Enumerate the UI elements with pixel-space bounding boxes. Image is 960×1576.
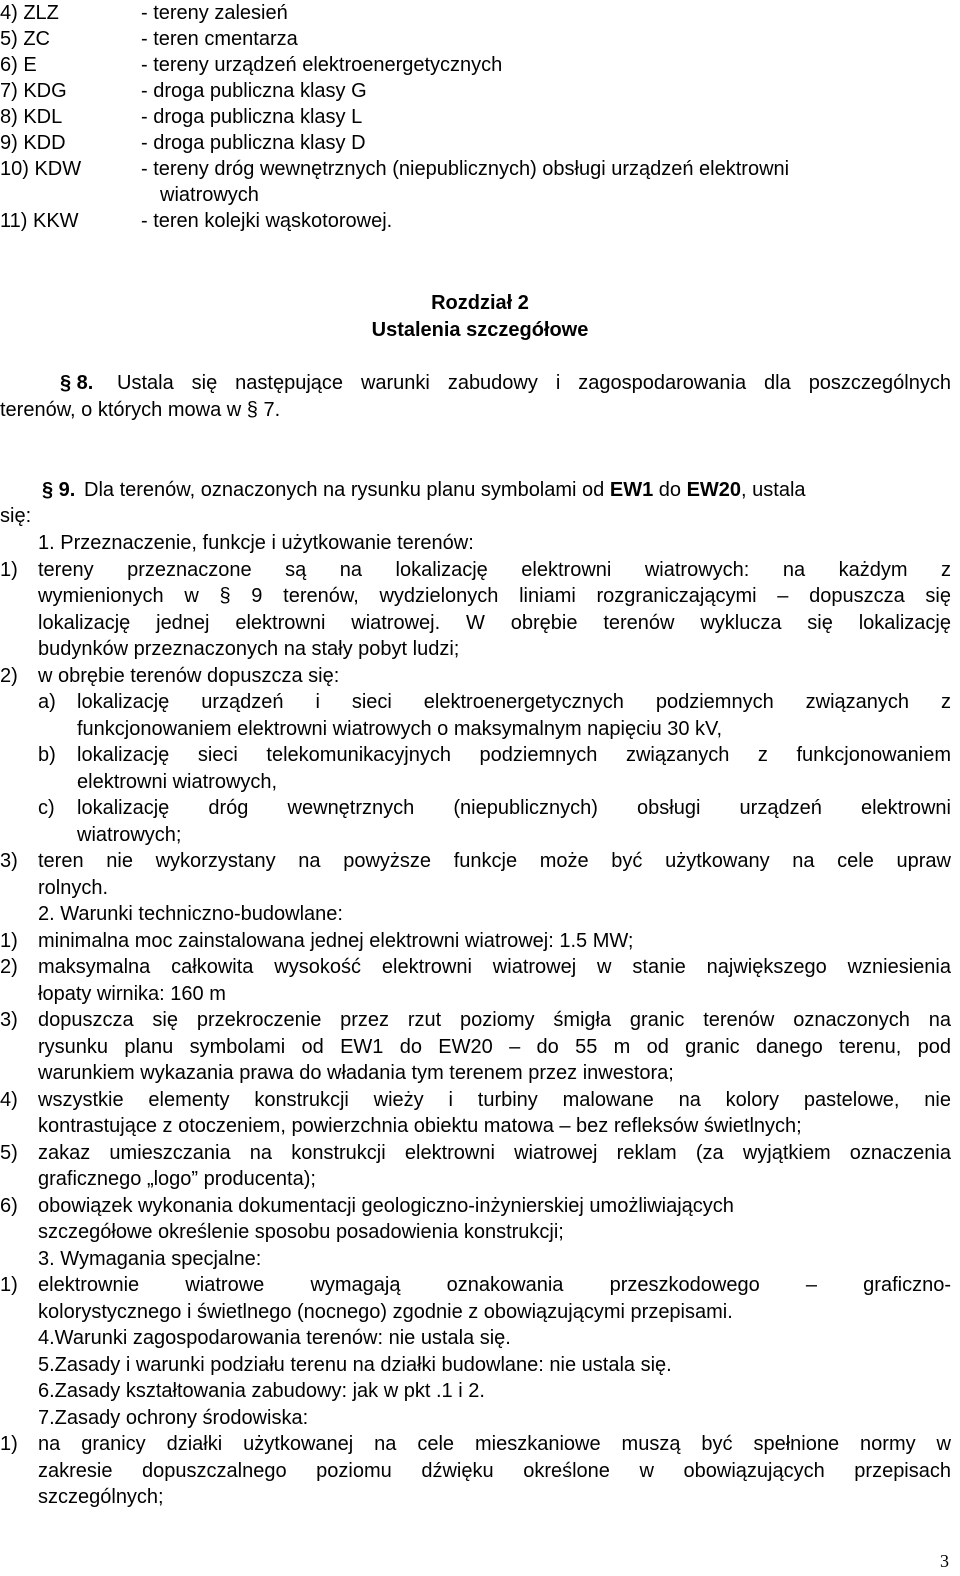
legend-code: 6) E: [0, 54, 37, 76]
legend-code: 11) KKW: [0, 210, 79, 232]
list-item-text: lokalizację jednej elektrowni wiatrowej. W obrębie terenów wyklucza się lokalizację: [38, 612, 951, 634]
paragraph-8-line2: terenów, o których mowa w § 7.: [0, 399, 281, 421]
list-marker: 3): [0, 850, 18, 872]
legend-description: - tereny dróg wewnętrznych (niepublicznych) obsługi urządzeń elektrowni: [141, 158, 790, 180]
legend-code: 7) KDG: [0, 80, 67, 102]
list-item-text: w obrębie terenów dopuszcza się:: [38, 665, 340, 687]
list-marker: 2): [0, 665, 18, 687]
list-item-text: elektrowni wiatrowych,: [77, 771, 278, 793]
list-marker: 3): [0, 1009, 18, 1031]
legend-description: - tereny urządzeń elektroenergetycznych: [141, 54, 503, 76]
paragraph-8-line1: Ustala się następujące warunki zabudowy i zagospodarowania dla poszczególnych: [117, 372, 951, 394]
section-heading: 2. Warunki techniczno-budowlane:: [38, 903, 343, 925]
section-heading: 1. Przeznaczenie, funkcje i użytkowanie terenów:: [38, 532, 474, 554]
list-item-text: budynków przeznaczonych na stały pobyt ludzi;: [38, 638, 460, 660]
list-item-text: wiatrowych;: [77, 824, 182, 846]
list-item-text: warunkiem wykazania prawa do władania tym terenem przez inwestora;: [38, 1062, 674, 1084]
list-item-text: wymienionych w § 9 terenów, wydzielonych liniami rozgraniczającymi – dopuszcza się: [38, 585, 951, 607]
list-marker: 1): [0, 1274, 18, 1296]
list-item-text: rolnych.: [38, 877, 109, 899]
list-item-text: kolorystycznego i świetlnego (nocnego) zgodnie z obowiązującymi przepisami.: [38, 1301, 733, 1323]
paragraph-9-text: Dla terenów, oznaczonych na rysunku planu symbolami od EW1 do EW20, ustala: [84, 479, 806, 501]
list-item-text: tereny przeznaczone są na lokalizację elektrowni wiatrowych: na każdym z: [38, 559, 951, 581]
legend-code: 5) ZC: [0, 28, 50, 50]
section-heading: 4.Warunki zagospodarowania terenów: nie ustala się.: [38, 1327, 511, 1349]
legend-description: - teren kolejki wąskotorowej.: [141, 210, 393, 232]
list-item-text: minimalna moc zainstalowana jednej elektrowni wiatrowej: 1.5 MW;: [38, 930, 634, 952]
legend-description: - droga publiczna klasy D: [141, 132, 366, 154]
list-marker: a): [38, 691, 56, 713]
list-marker: 1): [0, 559, 18, 581]
list-item-text: łopaty wirnika: 160 m: [38, 983, 226, 1005]
legend-code: 10) KDW: [0, 158, 82, 180]
list-marker: 4): [0, 1089, 18, 1111]
paragraph-9-symbol: § 9.: [42, 479, 76, 501]
list-item-text: lokalizację urządzeń i sieci elektroenergetycznych podziemnych związanych z: [77, 691, 951, 713]
legend-description: - droga publiczna klasy G: [141, 80, 367, 102]
list-item-text: kontrastujące z otoczeniem, powierzchnia obiektu matowa – bez refleksów świetlnych;: [38, 1115, 802, 1137]
section-heading: 3. Wymagania specjalne:: [38, 1248, 262, 1270]
list-item-text: szczególnych;: [38, 1486, 164, 1508]
list-item-text: zakresie dopuszczalnego poziomu dźwięku określone w obowiązujących przepisach: [38, 1460, 951, 1482]
list-item-text: rysunku planu symbolami od EW1 do EW20 – do 55 m od granic danego terenu, pod: [38, 1036, 951, 1058]
list-item-text: teren nie wykorzystany na powyższe funkcje może być użytkowany na cele upraw: [38, 850, 951, 872]
paragraph-9-line2: się:: [0, 505, 32, 527]
list-item-text: na granicy działki użytkowanej na cele mieszkaniowe muszą być spełnione normy w: [38, 1433, 951, 1455]
list-marker: 2): [0, 956, 18, 978]
legend-description: - tereny zalesień: [141, 2, 288, 24]
chapter-title: Rozdział 2: [431, 292, 529, 314]
chapter-subtitle: Ustalenia szczegółowe: [371, 319, 589, 341]
paragraph-8-symbol: § 8.: [60, 372, 94, 394]
section-heading: 7.Zasady ochrony środowiska:: [38, 1407, 309, 1429]
list-item-text: lokalizację dróg wewnętrznych (niepublicznych) obsługi urządzeń elektrowni: [77, 797, 951, 819]
list-item-text: elektrownie wiatrowe wymagają oznakowania przeszkodowego – graficzno-: [38, 1274, 951, 1296]
legend-code: 9) KDD: [0, 132, 66, 154]
list-item-text: wszystkie elementy konstrukcji wieży i turbiny malowane na kolory pastelowe, nie: [38, 1089, 951, 1111]
page-number: 3: [940, 1551, 949, 1571]
list-item-text: maksymalna całkowita wysokość elektrowni wiatrowej w stanie największego wzniesienia: [38, 956, 951, 978]
legend-description: wiatrowych: [160, 184, 259, 206]
list-marker: 1): [0, 930, 18, 952]
section-heading: 5.Zasady i warunki podziału terenu na działki budowlane: nie ustala się.: [38, 1354, 672, 1376]
list-marker: c): [38, 797, 55, 819]
list-item-text: funkcjonowaniem elektrowni wiatrowych o maksymalnym napięciu 30 kV,: [77, 718, 723, 740]
section-heading: 6.Zasady kształtowania zabudowy: jak w pkt .1 i 2.: [38, 1380, 485, 1402]
list-item-text: lokalizację sieci telekomunikacyjnych podziemnych związanych z funkcjonowaniem: [77, 744, 951, 766]
legend-description: - droga publiczna klasy L: [141, 106, 363, 128]
list-item-text: graficznego „logo” producenta);: [38, 1168, 316, 1190]
list-item-text: szczegółowe określenie sposobu posadowienia konstrukcji;: [38, 1221, 564, 1243]
list-marker: 6): [0, 1195, 18, 1217]
list-item-text: dopuszcza się przekroczenie przez rzut poziomy śmigła granic terenów oznaczonych na: [38, 1009, 951, 1031]
legend-code: 4) ZLZ: [0, 2, 59, 24]
list-item-text: zakaz umieszczania na konstrukcji elektrowni wiatrowej reklam (za wyjątkiem oznaczenia: [38, 1142, 951, 1164]
legend-description: - teren cmentarza: [141, 28, 298, 50]
list-item-text: obowiązek wykonania dokumentacji geologiczno-inżynierskiej umożliwiających: [38, 1195, 734, 1217]
list-marker: b): [38, 744, 56, 766]
list-marker: 5): [0, 1142, 18, 1164]
legend-code: 8) KDL: [0, 106, 63, 128]
list-marker: 1): [0, 1433, 18, 1455]
